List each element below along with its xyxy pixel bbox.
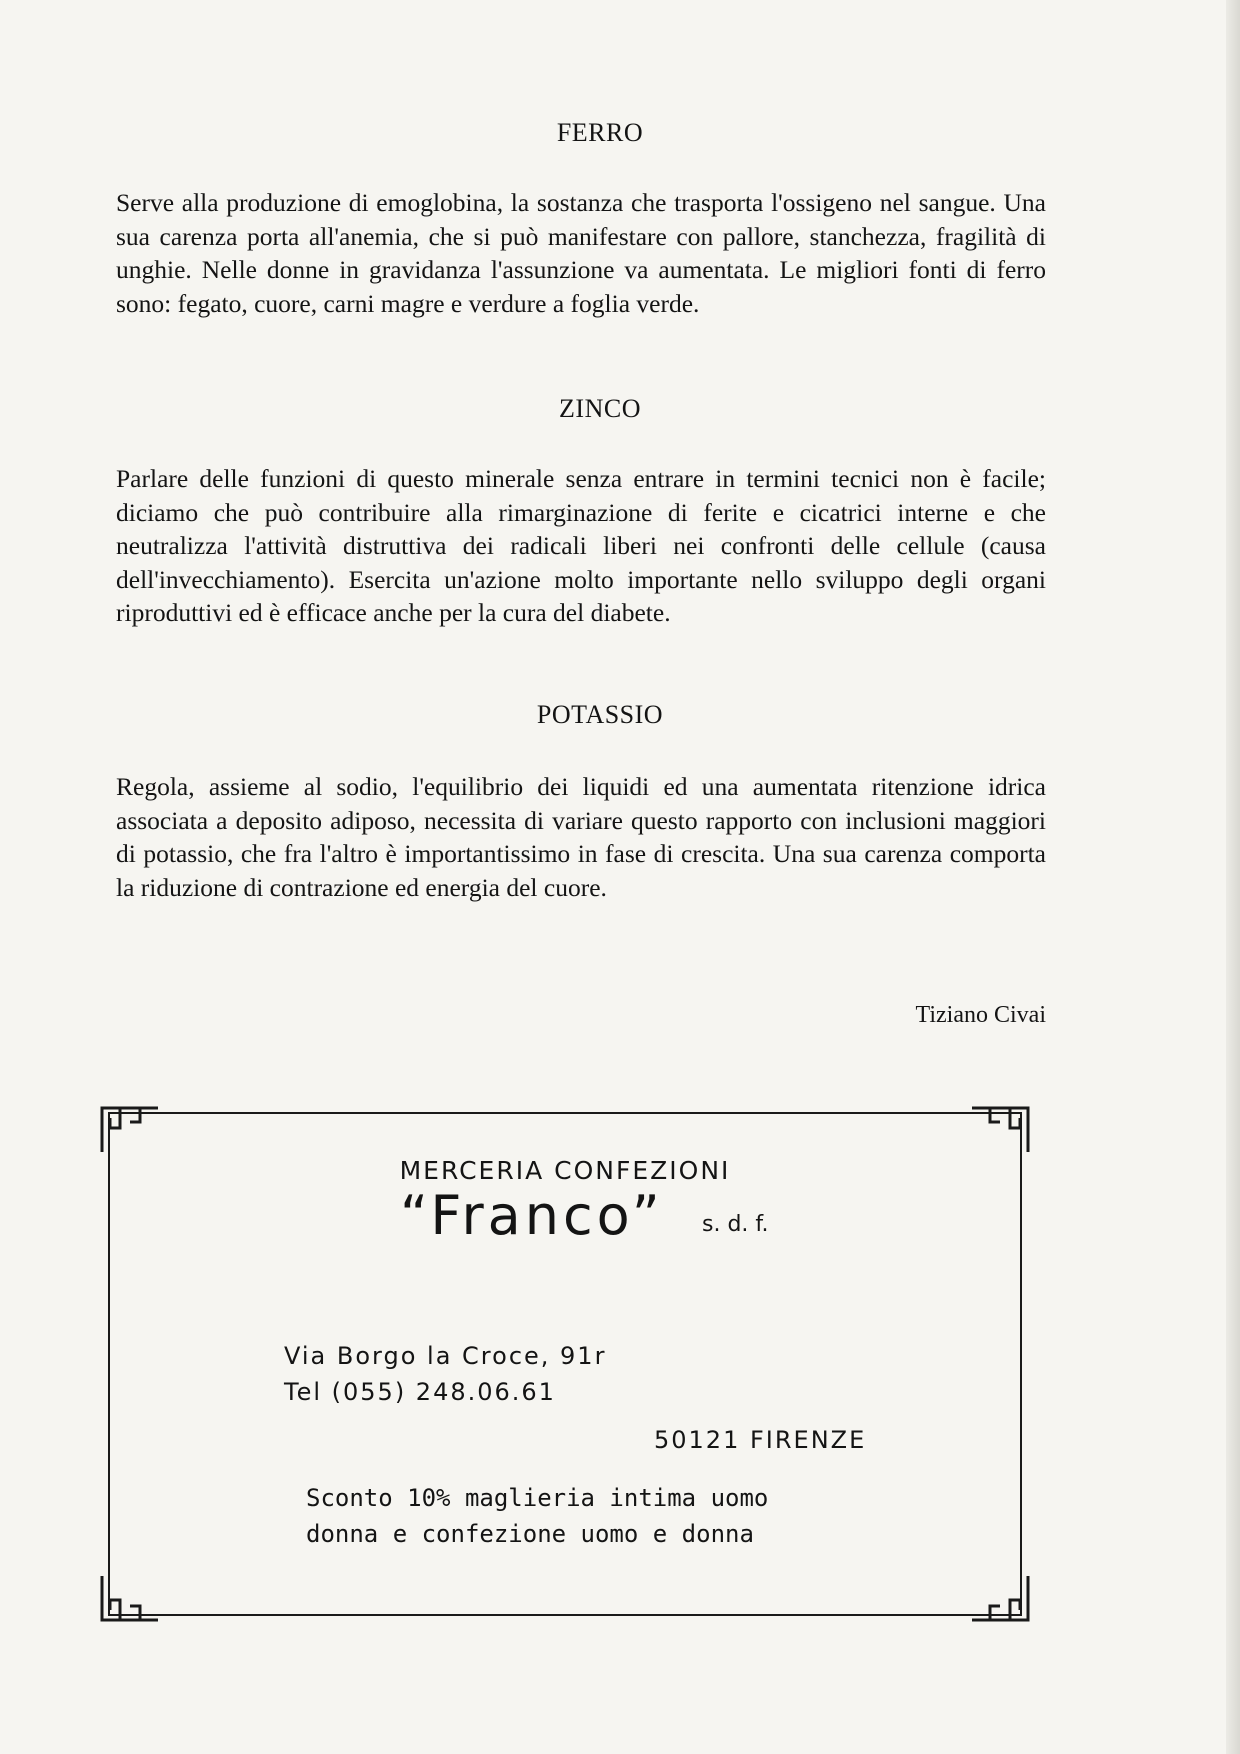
section-text-potassio: Regola, assieme al sodio, l'equilibrio dei liquidi ed una aumentata ritenzione idrica associata a deposito adiposo, necessita di variare questo rapporto con inclusioni maggiori di potassio, che fra l'altro è importantissimo in fase di crescita. Una sua carenza comporta la riduzione di contrazione ed energia del cuore. [116, 772, 1046, 902]
ad-offer-line-2: donna e confezione uomo e donna [306, 1520, 754, 1548]
section-heading-ferro: FERRO [556, 118, 644, 147]
ad-offer-line-1: Sconto 10% maglieria intima uomo [306, 1484, 769, 1512]
section-heading-potassio: POTASSIO [536, 700, 664, 729]
corner-ornament-bottom-left [100, 1574, 160, 1624]
page-edge [1226, 0, 1240, 1754]
ad-brand-name: “Franco” [400, 1184, 664, 1247]
author-signature: Tiziano Civai [915, 1002, 1046, 1028]
ad-city: 50121 FIRENZE [654, 1426, 867, 1454]
section-text-ferro: Serve alla produzione di emoglobina, la sostanza che trasporta l'ossigeno nel sangue. Una sua carenza porta all'anemia, che si può manifestare con pallore, stanchezza, fragilità di unghie. Nelle donne in gravidanza l'assunzione va aumentata. Le migliori fonti di ferro sono: fegato, cuore, carni magre e verdure a foglia verde. [116, 188, 1046, 318]
ad-business-type: MERCERIA CONFEZIONI [399, 1156, 731, 1185]
ad-address: Via Borgo la Croce, 91r [284, 1342, 607, 1370]
ad-company-suffix: s. d. f. [702, 1212, 769, 1237]
ad-phone: Tel (055) 248.06.61 [284, 1378, 556, 1406]
corner-ornament-top-right [970, 1104, 1030, 1154]
corner-ornament-bottom-right [970, 1574, 1030, 1624]
corner-ornament-top-left [100, 1104, 160, 1154]
section-heading-zinco: ZINCO [559, 394, 641, 423]
section-text-zinco: Parlare delle funzioni di questo minerale senza entrare in termini tecnici non è facile; diciamo che può contribuire alla rimarginazione di ferite e cicatrici interne e che neutralizza l'attività distruttiva dei radicali liberi nei confronti delle cellule (causa dell'invecchiamento). Esercita un'azione molto importante nello sviluppo degli organi riproduttivi ed è efficace anche per la cura del diabete. [116, 464, 1046, 628]
advertisement-box [108, 1112, 1022, 1616]
